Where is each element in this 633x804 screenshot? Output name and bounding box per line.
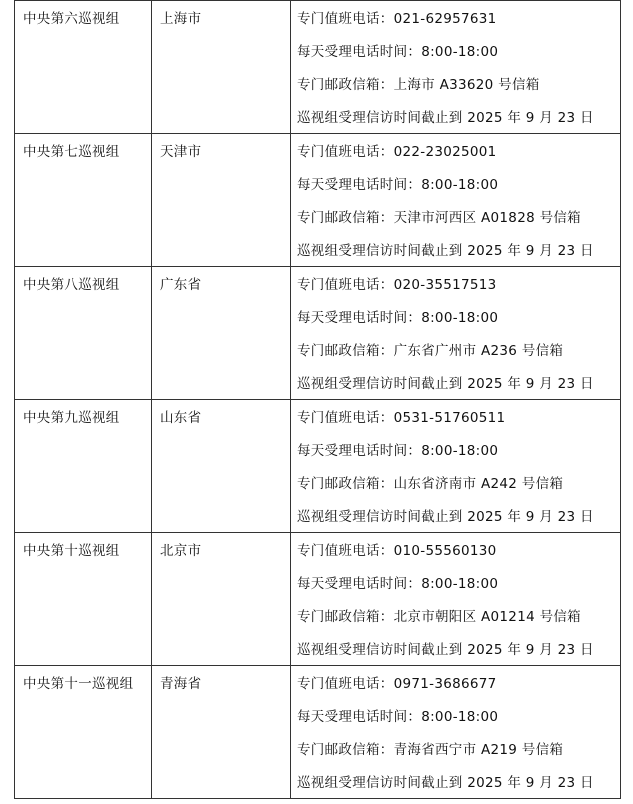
info-cell xyxy=(291,533,621,666)
region-name: 上海市 xyxy=(160,11,202,27)
mailbox-line: 专门邮政信箱：天津市河西区 A01828 号信箱 xyxy=(297,210,581,226)
mailbox-line: 专门邮政信箱：青海省西宁市 A219 号信箱 xyxy=(297,742,564,758)
group-cell xyxy=(15,400,152,533)
region-cell xyxy=(152,1,291,134)
info-cell xyxy=(291,134,621,267)
mailbox-line: 专门邮政信箱：广东省广州市 A236 号信箱 xyxy=(297,343,564,359)
group-cell xyxy=(15,533,152,666)
phone-line: 专门值班电话：021-62957631 xyxy=(297,11,497,27)
info-cell xyxy=(291,1,621,134)
mailbox-line: 专门邮政信箱：上海市 A33620 号信箱 xyxy=(297,77,540,93)
group-name: 中央第九巡视组 xyxy=(23,410,120,426)
hours-line: 每天受理电话时间：8:00-18:00 xyxy=(297,310,499,326)
info-cell xyxy=(291,666,621,799)
region-name: 天津市 xyxy=(160,144,202,160)
region-name: 青海省 xyxy=(160,676,202,692)
table-row xyxy=(15,400,621,533)
table-body xyxy=(15,1,621,799)
deadline-line: 巡视组受理信访时间截止到 2025 年 9 月 23 日 xyxy=(297,243,594,259)
phone-line: 专门值班电话：022-23025001 xyxy=(297,144,497,160)
group-cell xyxy=(15,267,152,400)
region-cell xyxy=(152,400,291,533)
deadline-line: 巡视组受理信访时间截止到 2025 年 9 月 23 日 xyxy=(297,376,594,392)
deadline-line: 巡视组受理信访时间截止到 2025 年 9 月 23 日 xyxy=(297,642,594,658)
hours-line: 每天受理电话时间：8:00-18:00 xyxy=(297,177,499,193)
group-cell xyxy=(15,1,152,134)
group-name: 中央第七巡视组 xyxy=(23,144,120,160)
table-row xyxy=(15,267,621,400)
region-name: 北京市 xyxy=(160,543,202,559)
deadline-line: 巡视组受理信访时间截止到 2025 年 9 月 23 日 xyxy=(297,110,594,126)
phone-line: 专门值班电话：0531-51760511 xyxy=(297,410,506,426)
mailbox-line: 专门邮政信箱：山东省济南市 A242 号信箱 xyxy=(297,476,564,492)
deadline-line: 巡视组受理信访时间截止到 2025 年 9 月 23 日 xyxy=(297,775,594,791)
phone-line: 专门值班电话：020-35517513 xyxy=(297,277,497,293)
phone-line: 专门值班电话：0971-3686677 xyxy=(297,676,497,692)
table-row xyxy=(15,134,621,267)
region-cell xyxy=(152,267,291,400)
info-cell xyxy=(291,267,621,400)
inspection-contact-table xyxy=(14,0,621,799)
region-name: 广东省 xyxy=(160,277,202,293)
mailbox-line: 专门邮政信箱：北京市朝阳区 A01214 号信箱 xyxy=(297,609,581,625)
group-name: 中央第六巡视组 xyxy=(23,11,120,27)
table-row xyxy=(15,666,621,799)
hours-line: 每天受理电话时间：8:00-18:00 xyxy=(297,443,499,459)
region-cell xyxy=(152,666,291,799)
region-name: 山东省 xyxy=(160,410,202,426)
info-cell xyxy=(291,400,621,533)
group-cell xyxy=(15,134,152,267)
hours-line: 每天受理电话时间：8:00-18:00 xyxy=(297,44,499,60)
hours-line: 每天受理电话时间：8:00-18:00 xyxy=(297,709,499,725)
phone-line: 专门值班电话：010-55560130 xyxy=(297,543,497,559)
region-cell xyxy=(152,533,291,666)
table-row xyxy=(15,1,621,134)
deadline-line: 巡视组受理信访时间截止到 2025 年 9 月 23 日 xyxy=(297,509,594,525)
group-name: 中央第八巡视组 xyxy=(23,277,120,293)
group-cell xyxy=(15,666,152,799)
group-name: 中央第十巡视组 xyxy=(23,543,120,559)
group-name: 中央第十一巡视组 xyxy=(23,676,134,692)
region-cell xyxy=(152,134,291,267)
hours-line: 每天受理电话时间：8:00-18:00 xyxy=(297,576,499,592)
table-row xyxy=(15,533,621,666)
